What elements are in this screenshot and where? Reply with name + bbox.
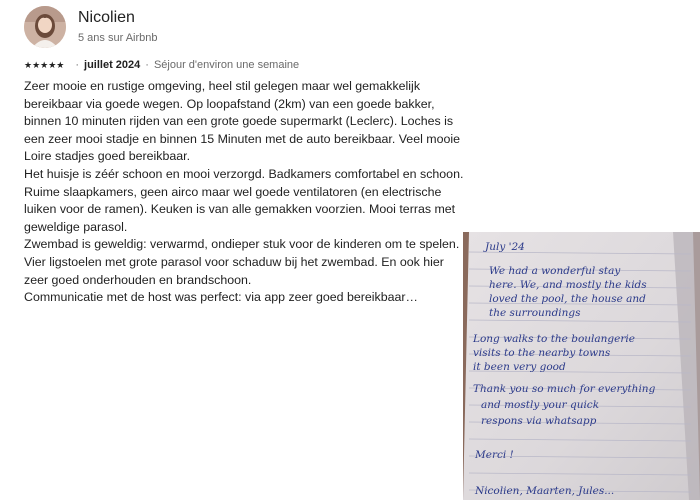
avatar[interactable] (24, 6, 66, 48)
handwriting-line: visits to the nearby towns (473, 347, 611, 359)
review-line: geweldige parasol. (24, 219, 128, 234)
guestbook-photo (463, 232, 700, 500)
handwriting-line: loved the pool, the house and (489, 293, 646, 305)
handwriting-line: Long walks to the boulangerie (473, 333, 635, 345)
review-line: een zeer mooi stadje en binnen 15 Minuten met de auto bereikbaar. Veel mooie (24, 131, 461, 146)
rating-row (24, 58, 299, 72)
handwriting-line: Merci ! (475, 449, 514, 461)
handwriting-line: Thank you so much for everything (473, 383, 656, 395)
review-line: Loire stadjes goed bereikbaar. (24, 149, 191, 164)
handwriting-line: July '24 (485, 241, 525, 253)
separator: · (145, 59, 149, 71)
reviewer-name[interactable]: Nicolien (78, 9, 135, 26)
handwriting-line: respons via whatsapp (481, 415, 597, 427)
review-line: Het huisje is zéér schoon en mooi verzorgd. Badkamers comfortabel en schoon. (24, 166, 464, 181)
guestbook-page (463, 232, 700, 500)
reviewer-tenure: 5 ans sur Airbnb (78, 32, 158, 44)
review-line: luiken voor de ramen). Keuken is van alle gemakken voorzien. Mooi terras met (24, 202, 456, 217)
handwriting-line: the surroundings (489, 307, 581, 319)
handwriting-line: Nicolien, Maarten, Jules... (475, 485, 615, 497)
review-date: juillet 2024 (84, 59, 141, 71)
handwriting-line: here. We, and mostly the kids (489, 279, 647, 291)
star-rating-icon: ★★★★★ (24, 60, 65, 70)
handwriting-line: and mostly your quick (481, 399, 600, 411)
review-line: Zeer mooie en rustige omgeving, heel stil gelegen maar wel gemakkelijk (24, 79, 421, 93)
handwriting-line: it been very good (473, 361, 566, 373)
review-line: Vier ligstoelen met grote parasol voor schaduw bij het zwembad. En ook hier (24, 254, 444, 269)
avatar-photo (24, 6, 66, 48)
review-line: Ruime slaapkamers, geen airco maar wel goede ventilatoren (en electrische (24, 184, 442, 199)
review-text (24, 78, 484, 307)
review-line: Zwembad is geweldig: verwarmd, ondieper stuk voor de kinderen om te spelen. (24, 237, 460, 252)
stay-length: Séjour d'environ une semaine (153, 59, 300, 71)
review-line: zeer goed onderhouden en brandschoon. (24, 272, 252, 287)
review-line: binnen 10 minuten rijden van een grote goede supermarkt (Leclerc). Loches is (24, 114, 454, 129)
review-line: Communicatie met de host was perfect: via app zeer goed bereikbaar… (24, 290, 418, 305)
review-line: bereikbaar via goede wegen. Op loopafstand (2km) van een goede bakker, (24, 96, 435, 111)
handwriting-line: We had a wonderful stay (489, 265, 621, 277)
separator: · (75, 59, 80, 71)
